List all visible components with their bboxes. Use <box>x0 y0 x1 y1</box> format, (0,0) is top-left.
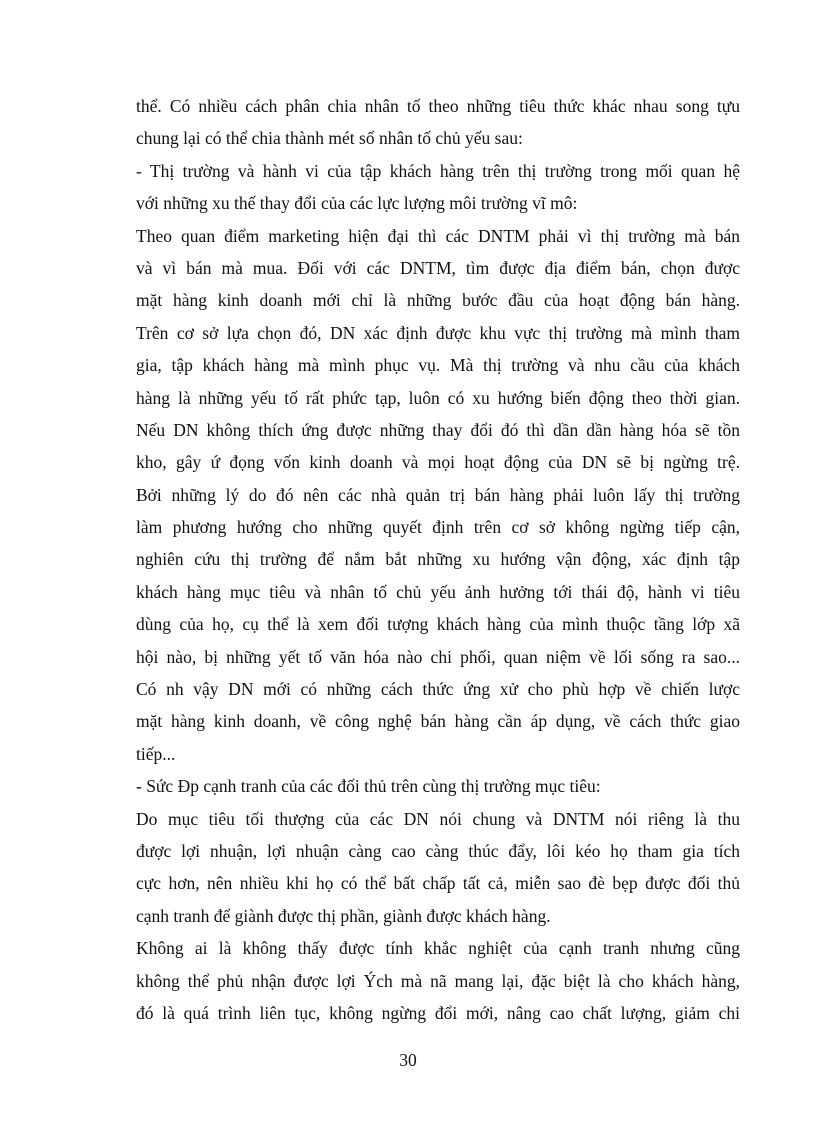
text-line: Nếu DN không thích ứng được những thay đổi đó thì dần dần hàng hóa sẽ tồn <box>136 419 740 440</box>
page-number: 30 <box>399 1050 417 1070</box>
text-line: nghiên cứu thị trường để nắm bắt những xu hướng vận động, xác định tập <box>136 549 740 570</box>
text-line: - Sức Đp cạnh tranh của các đối thủ trên cùng thị trường mục tiêu: <box>136 776 601 797</box>
text-line: làm phương hướng cho những quyết định trên cơ sở không ngừng tiếp cận, <box>136 517 740 538</box>
text-line: cực hơn, nên nhiều khi họ có thể bất chấp tất cả, miễn sao đè bẹp được đối thủ <box>136 873 740 894</box>
text-line: khách hàng mục tiêu và nhân tố chủ yếu ảnh hưởng tới thái độ, hành vi tiêu <box>136 581 740 602</box>
text-line: với những xu thế thay đổi của các lực lượng môi trường vĩ mô: <box>136 193 578 214</box>
text-line: Có nh vậy DN mới có những cách thức ứng xử cho phù hợp về chiến lược <box>136 679 740 700</box>
text-line: Không ai là không thấy được tính khắc nghiệt của cạnh tranh nhưng cũng <box>136 938 740 959</box>
text-line: hội nào, bị những yết tố văn hóa nào chi phối, quan niệm về lối sống ra sao... <box>136 646 740 667</box>
text-line: hàng là những yếu tố rất phức tạp, luôn có xu hướng biến động theo thời gian. <box>136 387 740 408</box>
body-text <box>136 90 740 1029</box>
text-line: dùng của họ, cụ thể là xem đối tượng khách hàng của mình thuộc tầng lớp xã <box>136 614 740 635</box>
text-line: tiếp... <box>136 743 176 764</box>
text-line: cạnh tranh để giành được thị phần, giành được khách hàng. <box>136 905 551 926</box>
text-line: Do mục tiêu tối thượng của các DN nói chung và DNTM nói riêng là thu <box>136 808 740 829</box>
text-line: không thể phủ nhận được lợi Ých mà nã mang lại, đặc biệt là cho khách hàng, <box>136 970 740 991</box>
text-line: gia, tập khách hàng mà mình phục vụ. Mà thị trường và nhu cầu của khách <box>136 355 740 376</box>
text-line: Trên cơ sở lựa chọn đó, DN xác định được khu vực thị trường mà mình tham <box>136 322 740 343</box>
text-line: được lợi nhuận, lợi nhuận càng cao càng thúc đẩy, lôi kéo họ tham gia tích <box>136 840 740 861</box>
text-line: kho, gây ứ đọng vốn kinh doanh và mọi hoạt động của DN sẽ bị ngừng trệ. <box>136 452 740 473</box>
text-line: và vì bán mà mua. Đối với các DNTM, tìm được địa điểm bán, chọn được <box>136 257 740 278</box>
text-line: thể. Có nhiều cách phân chia nhân tố theo những tiêu thức khác nhau song tựu <box>136 96 740 116</box>
text-line: chung lại có thể chia thành mét số nhân tố chủ yếu sau: <box>136 128 523 149</box>
text-line: mặt hàng kinh doanh, về công nghệ bán hàng cần áp dụng, về cách thức giao <box>136 711 740 732</box>
text-line: Bởi những lý do đó nên các nhà quản trị bán hàng phải luôn lấy thị trường <box>136 484 740 505</box>
text-line: Theo quan điểm marketing hiện đại thì các DNTM phải vì thị trường mà bán <box>136 225 740 246</box>
text-line: - Thị trường và hành vi của tập khách hàng trên thị trường trong mối quan hệ <box>136 160 740 181</box>
text-line: mặt hàng kinh doanh mới chỉ là những bước đầu của hoạt động bán hàng. <box>136 290 740 311</box>
text-line: đó là quá trình liên tục, không ngừng đổi mới, nâng cao chất lượng, giảm chi <box>136 1002 740 1023</box>
